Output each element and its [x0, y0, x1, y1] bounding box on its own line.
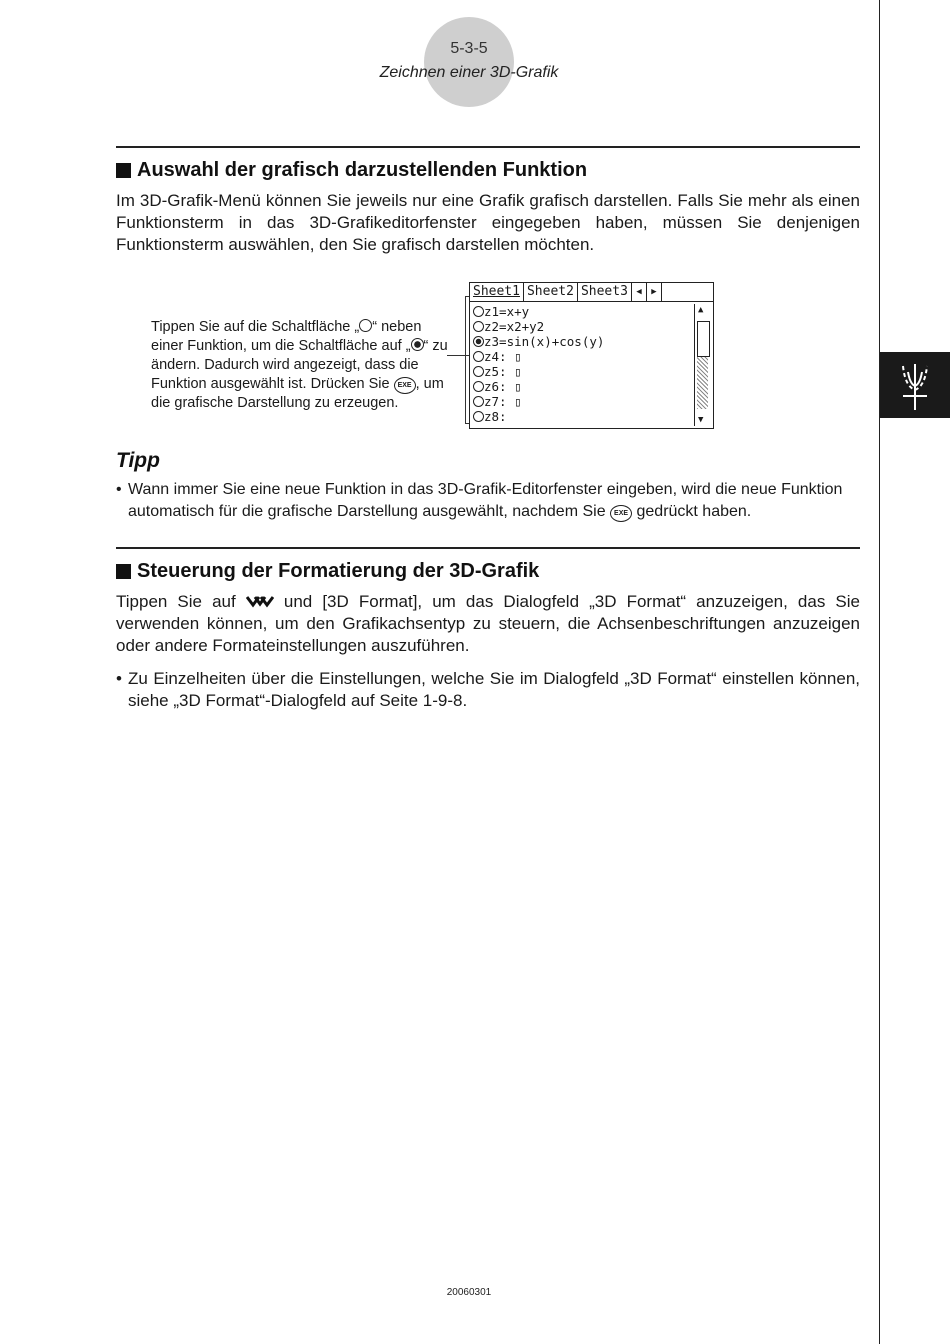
square-bullet-icon — [116, 564, 131, 579]
section-divider — [116, 547, 860, 549]
radio-button-icon[interactable] — [473, 366, 484, 377]
radio-empty-icon — [359, 319, 372, 332]
function-list — [473, 304, 691, 424]
section-paragraph — [116, 591, 860, 657]
page-edge-line — [879, 0, 880, 1344]
3d-graph-icon — [895, 358, 935, 412]
function-row[interactable]: z4: ▯ — [473, 349, 691, 364]
footer-code: 20060301 — [446, 1287, 492, 1298]
tab-sheet2[interactable]: Sheet2 — [524, 283, 578, 301]
vertical-scrollbar[interactable] — [694, 304, 712, 426]
section-heading-text: Steuerung der Formatierung der 3D-Grafik — [137, 560, 540, 582]
function-text[interactable]: z5: — [484, 364, 507, 379]
function-text[interactable]: z6: — [484, 379, 507, 394]
section-paragraph: Im 3D-Grafik-Menü können Sie jeweils nur eine Grafik grafisch darstellen. Falls Sie mehr als einen Funktionsterm in das 3D-Grafikeditorfenster eingegeben haben, müssen Sie denjenigen Funktionsterm auswählen, den Sie grafisch darstellen möchten. — [116, 191, 860, 254]
function-text[interactable]: z4: — [484, 349, 507, 364]
function-text[interactable]: z3=sin(x)+cos(y) — [484, 334, 605, 349]
function-row[interactable] — [473, 319, 691, 334]
square-bullet-icon — [116, 163, 131, 178]
section-heading — [116, 159, 587, 182]
radio-selected-icon — [411, 338, 424, 351]
bullet-dot: • — [116, 481, 122, 498]
callout-text-part: “ neben einer Funktion, um die Schaltfläche auf „ — [151, 319, 422, 354]
section-heading — [116, 560, 539, 583]
tab-scroll-left-icon[interactable]: ◀ — [632, 283, 647, 301]
function-row[interactable]: z5: ▯ — [473, 364, 691, 379]
scroll-thumb[interactable] — [697, 321, 710, 357]
section-bullet — [116, 668, 860, 712]
radio-button-selected-icon[interactable] — [473, 336, 484, 347]
radio-button-icon[interactable] — [473, 351, 484, 362]
tipp-bullet — [116, 479, 860, 523]
radio-button-icon[interactable] — [473, 396, 484, 407]
function-text[interactable]: z2=x2+y2 — [484, 319, 545, 334]
exe-key-icon: EXE — [610, 505, 632, 522]
tab-sheet3[interactable]: Sheet3 — [578, 283, 632, 301]
section-heading-text: Auswahl der grafisch darzustellenden Funktion — [137, 159, 588, 181]
tab-scroll-right-icon[interactable]: ▶ — [647, 283, 662, 301]
tipp-heading: Tipp — [116, 449, 160, 472]
function-row-selected[interactable] — [473, 334, 691, 349]
paragraph-text-part: und [3D Format], um das Dialogfeld „3D Format“ anzuzeigen, das Sie verwenden können, um den Grafikachsentyp zu steuern, die Achsenbeschriftungen anzuzeigen oder andere Formateinstellungen auszuführen. — [116, 592, 860, 655]
page-number-circle — [424, 17, 514, 107]
tipp-text-part: Wann immer Sie eine neue Funktion in das 3D-Grafik-Editorfenster eingeben, wird die neue Funktion automatisch für die grafische Darstellung ausgewählt, nachdem Sie — [128, 481, 843, 520]
scroll-track[interactable] — [697, 357, 708, 409]
section-bullet-text: Zu Einzelheiten über die Einstellungen, welche Sie im Dialogfeld „3D Format“ einstellen können, siehe „3D Format“-Dialogfeld auf Seite 1-9-8. — [128, 669, 860, 710]
tipp-text-part: gedrückt haben. — [632, 503, 752, 520]
chapter-title: Zeichnen einer 3D-Grafik — [379, 64, 559, 81]
bullet-dot: • — [116, 669, 122, 688]
scroll-down-icon[interactable]: ▼ — [698, 415, 704, 425]
function-row[interactable] — [473, 304, 691, 319]
function-text[interactable]: z8: — [484, 409, 507, 424]
function-text[interactable]: z1=x+y — [484, 304, 530, 319]
function-row[interactable] — [473, 409, 691, 424]
function-text[interactable]: z7: — [484, 394, 507, 409]
menu-chevron-icon — [246, 595, 274, 609]
tipp-bullet-text — [128, 479, 860, 523]
graph-editor-screen — [469, 282, 714, 429]
callout-text-part: , um die grafische Darstellung zu erzeugen. — [151, 376, 444, 411]
exe-key-icon: EXE — [394, 377, 416, 394]
paragraph-text-part: Tippen Sie auf — [116, 592, 246, 611]
page-number: 5-3-5 — [450, 40, 488, 57]
callout-text-part: Tippen Sie auf die Schaltfläche „ — [151, 319, 360, 335]
callout-text — [151, 318, 456, 413]
radio-button-icon[interactable] — [473, 321, 484, 332]
section-divider — [116, 146, 860, 148]
radio-button-icon[interactable] — [473, 381, 484, 392]
scroll-up-icon[interactable]: ▲ — [698, 305, 704, 315]
chapter-side-tab — [880, 352, 950, 418]
function-row[interactable]: z7: ▯ — [473, 394, 691, 409]
radio-button-icon[interactable] — [473, 411, 484, 422]
radio-button-icon[interactable] — [473, 306, 484, 317]
sheet-tab-bar — [470, 283, 713, 302]
tab-sheet1[interactable]: Sheet1 — [470, 283, 524, 301]
callout-text-part: “ zu ändern. Dadurch wird angezeigt, dass die Funktion ausgewählt ist. Drücken Sie — [151, 338, 448, 392]
function-row[interactable]: z6: ▯ — [473, 379, 691, 394]
